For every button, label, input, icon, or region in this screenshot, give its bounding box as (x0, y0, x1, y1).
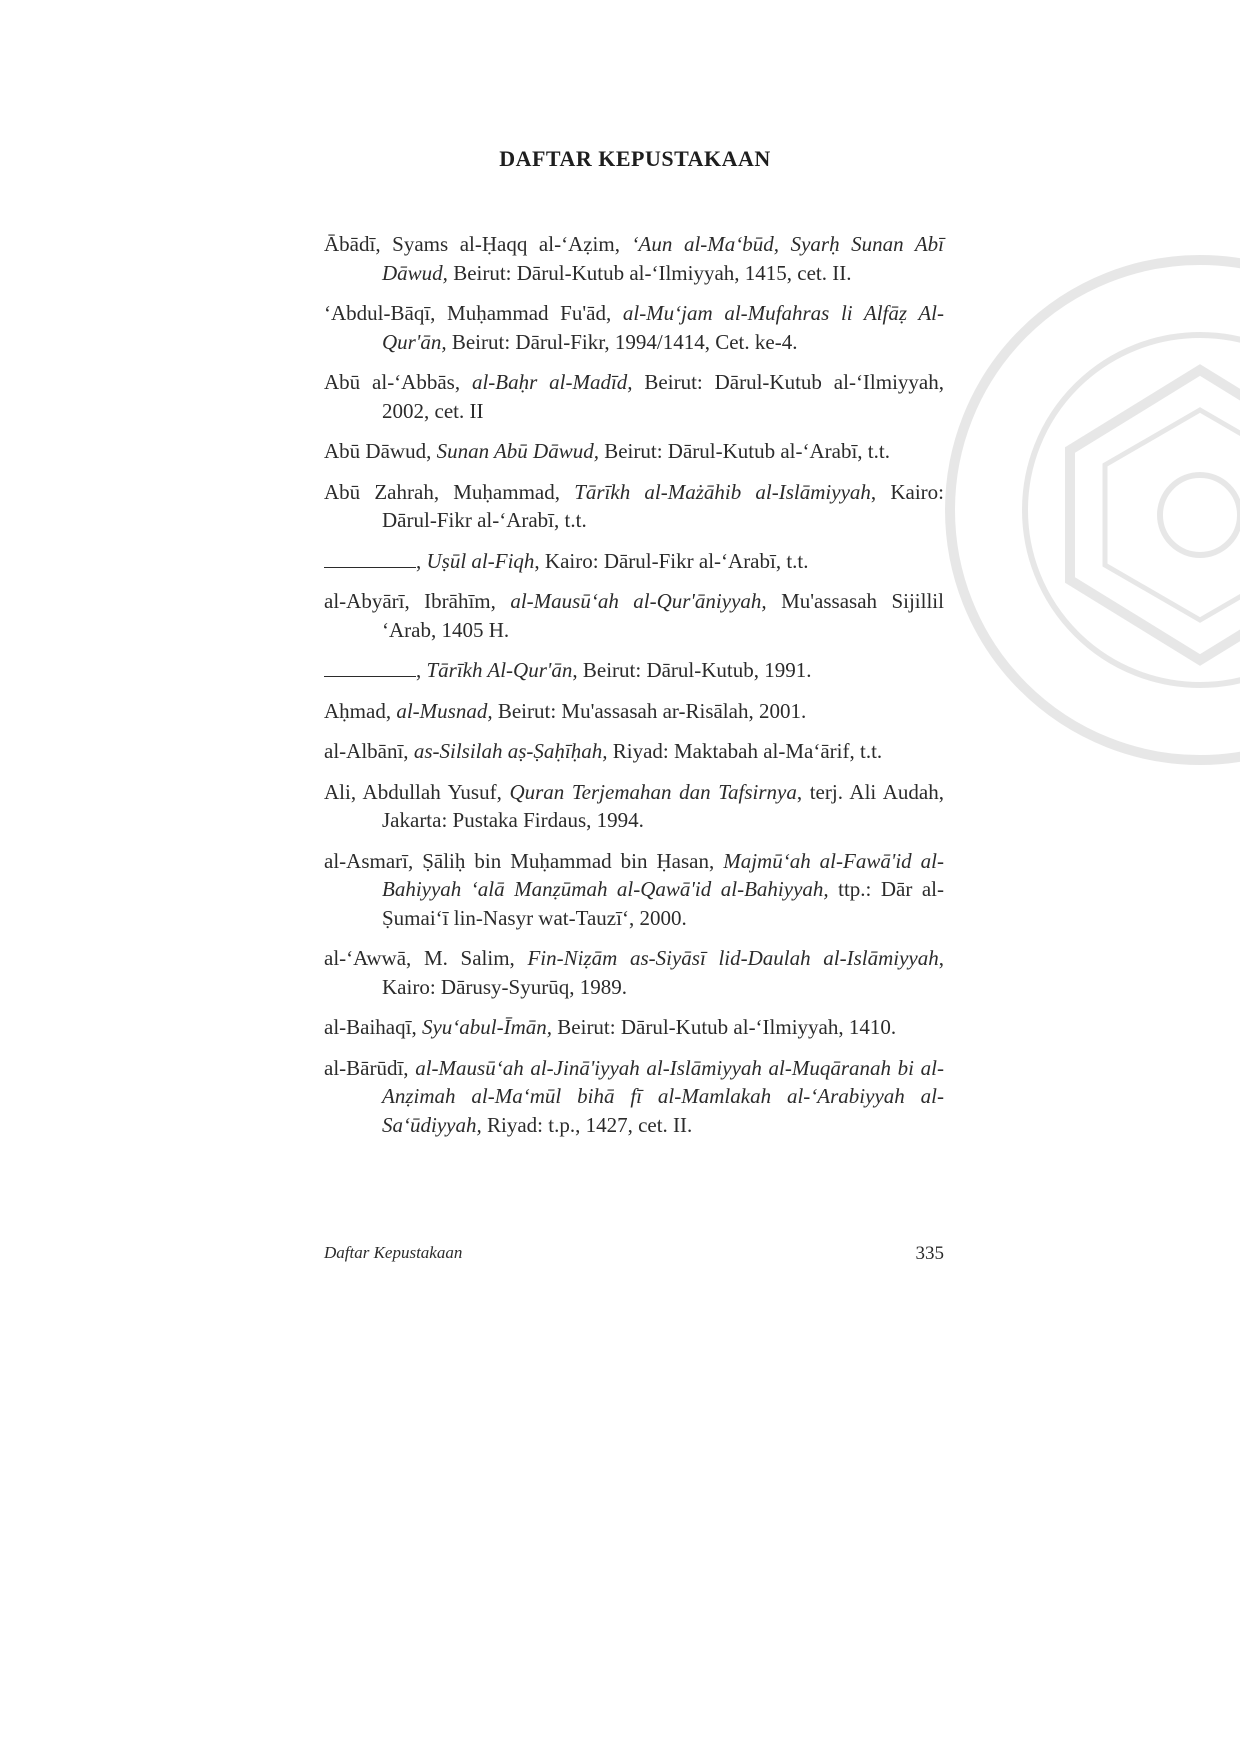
entry-publication: Beirut: Dārul-Kutub al-‘Ilmiyyah, 2002, cet. II (382, 370, 945, 423)
entry-title: al-Musnad, (396, 698, 493, 723)
bibliography-entry (324, 368, 944, 425)
entry-publication: Beirut: Dārul-Kutub al-‘Ilmiyyah, 1415, cet. II. (447, 260, 852, 285)
entry-publication: Beirut: Dārul-Fikr, 1994/1414, Cet. ke-4. (446, 329, 798, 354)
bibliography-entry (324, 737, 944, 766)
bibliography-entry (324, 1054, 944, 1140)
entry-author: al-Albānī, (324, 739, 414, 763)
entry-author: Abū al-‘Abbās, (324, 370, 472, 394)
ditto-dash (324, 549, 416, 568)
page-number: 335 (915, 1243, 944, 1264)
bibliography-entry (324, 778, 944, 835)
bibliography-entry (324, 437, 944, 466)
entry-author: Abū Zahrah, Muḥammad, (324, 479, 575, 504)
entry-publication: , Kairo: Dārusy-Syurūq, 1989. (382, 946, 944, 999)
page-title: DAFTAR KEPUSTAKAAN (499, 146, 771, 171)
running-title: Daftar Kepustakaan (324, 1243, 463, 1262)
entry-publication: , Kairo: Dārul-Fikr al-‘Arabī, t.t. (382, 479, 944, 532)
bibliography-entry (324, 1013, 944, 1042)
entry-title: Fin-Niẓām as-Siyāsī lid-Daulah al-Islāmiyyah (527, 946, 939, 970)
entry-publication: Beirut: Dārul-Kutub al-‘Arabī, t.t. (598, 439, 890, 463)
entry-title: Quran Terjemahan dan Tafsirnya (509, 779, 797, 804)
entry-title: al-Mu‘jam al-Mufahras li Alfāẓ Al-Qur'ān, (382, 301, 944, 354)
entry-title: Tārīkh al-Mażāhib al-Islāmiyyah (574, 479, 871, 504)
entry-title: Uṣūl al-Fiqh (426, 548, 535, 573)
entry-title: ‘Aun al-Ma‘būd, Syarḥ Sunan Abī Dāwud, (382, 232, 944, 285)
entry-title: Syu‘abul-Īmān, (421, 1015, 553, 1039)
entry-author: al-Bārūdī, (324, 1055, 416, 1080)
entry-publication: , Beirut: Dārul-Kutub, 1991. (572, 658, 812, 682)
entry-author: al-Abyārī, Ibrāhīm, (324, 589, 511, 613)
entry-title: al-Mausū‘ah al-Jinā'iyyah al-Islāmiyyah al-Muqāranah bi al-Anẓimah al-Ma‘mūl bihā fī al-Mamlakah al-‘Arabiyyah al-Sa‘ūdiyyah, (382, 1055, 944, 1137)
entry-title: al-Mausū‘ah al-Qur'āniyyah, (510, 589, 767, 613)
entry-publication: Beirut: Dārul-Kutub al-‘Ilmiyyah, 1410. (552, 1015, 897, 1039)
entry-publication: ttp.: Dār al-Ṣumai‘ī lin-Nasyr wat-Tauzī‘, 2000. (382, 877, 944, 930)
entry-author: ‘Abdul-Bāqī, Muḥammad Fu'ād, (324, 301, 623, 325)
entry-title: as-Silsilah aṣ-Ṣaḥīḥah, (413, 739, 608, 763)
entry-publication: Beirut: Mu'assasah ar-Risālah, 2001. (492, 698, 807, 723)
ditto-dash (324, 658, 416, 677)
entry-title: Sunan Abū Dāwud, (436, 439, 599, 463)
entry-publication: Riyad: t.p., 1427, cet. II. (481, 1112, 693, 1137)
entry-title: Tārīkh Al-Qur'ān (426, 658, 573, 682)
bibliography-entry (324, 847, 944, 933)
entry-author: al-Asmarī, Ṣāliḥ bin Muḥammad bin Ḥasan, (324, 848, 724, 873)
page-footer (324, 1243, 944, 1265)
bibliography-entry (324, 230, 944, 287)
entry-author: , (416, 548, 427, 573)
entry-publication: Mu'assasah Sijillil ‘Arab, 1405 H. (382, 589, 944, 642)
bibliography-list (324, 230, 944, 1151)
entry-publication: , terj. Ali Audah, Jakarta: Pustaka Firdaus, 1994. (382, 779, 944, 832)
entry-publication: , Kairo: Dārul-Fikr al-‘Arabī, t.t. (534, 548, 809, 573)
entry-author: Aḥmad, (324, 698, 397, 723)
bibliography-entry (324, 697, 944, 726)
bibliography-entry (324, 299, 944, 356)
bibliography-entry (324, 944, 944, 1001)
bibliography-entry (324, 478, 944, 535)
bibliography-entry (324, 656, 944, 685)
entry-author: , (416, 658, 427, 682)
entry-author: Ali, Abdullah Yusuf, (324, 779, 510, 804)
bibliography-entry (324, 547, 944, 576)
entry-title: al-Baḥr al-Madīd, (471, 370, 633, 394)
entry-author: Abū Dāwud, (324, 439, 437, 463)
entry-title: Majmū‘ah al-Fawā'id al-Bahiyyah ‘alā Manẓūmah al-Qawā'id al-Bahiyyah, (382, 848, 944, 901)
entry-author: al-Baihaqī, (324, 1015, 422, 1039)
entry-publication: Riyad: Maktabah al-Ma‘ārif, t.t. (607, 739, 883, 763)
watermark-seal (940, 250, 1240, 770)
bibliography-entry (324, 587, 944, 644)
entry-author: al-‘Awwā, M. Salim, (324, 946, 528, 970)
entry-author: Ābādī, Syams al-Ḥaqq al-‘Aẓim, (324, 232, 632, 256)
